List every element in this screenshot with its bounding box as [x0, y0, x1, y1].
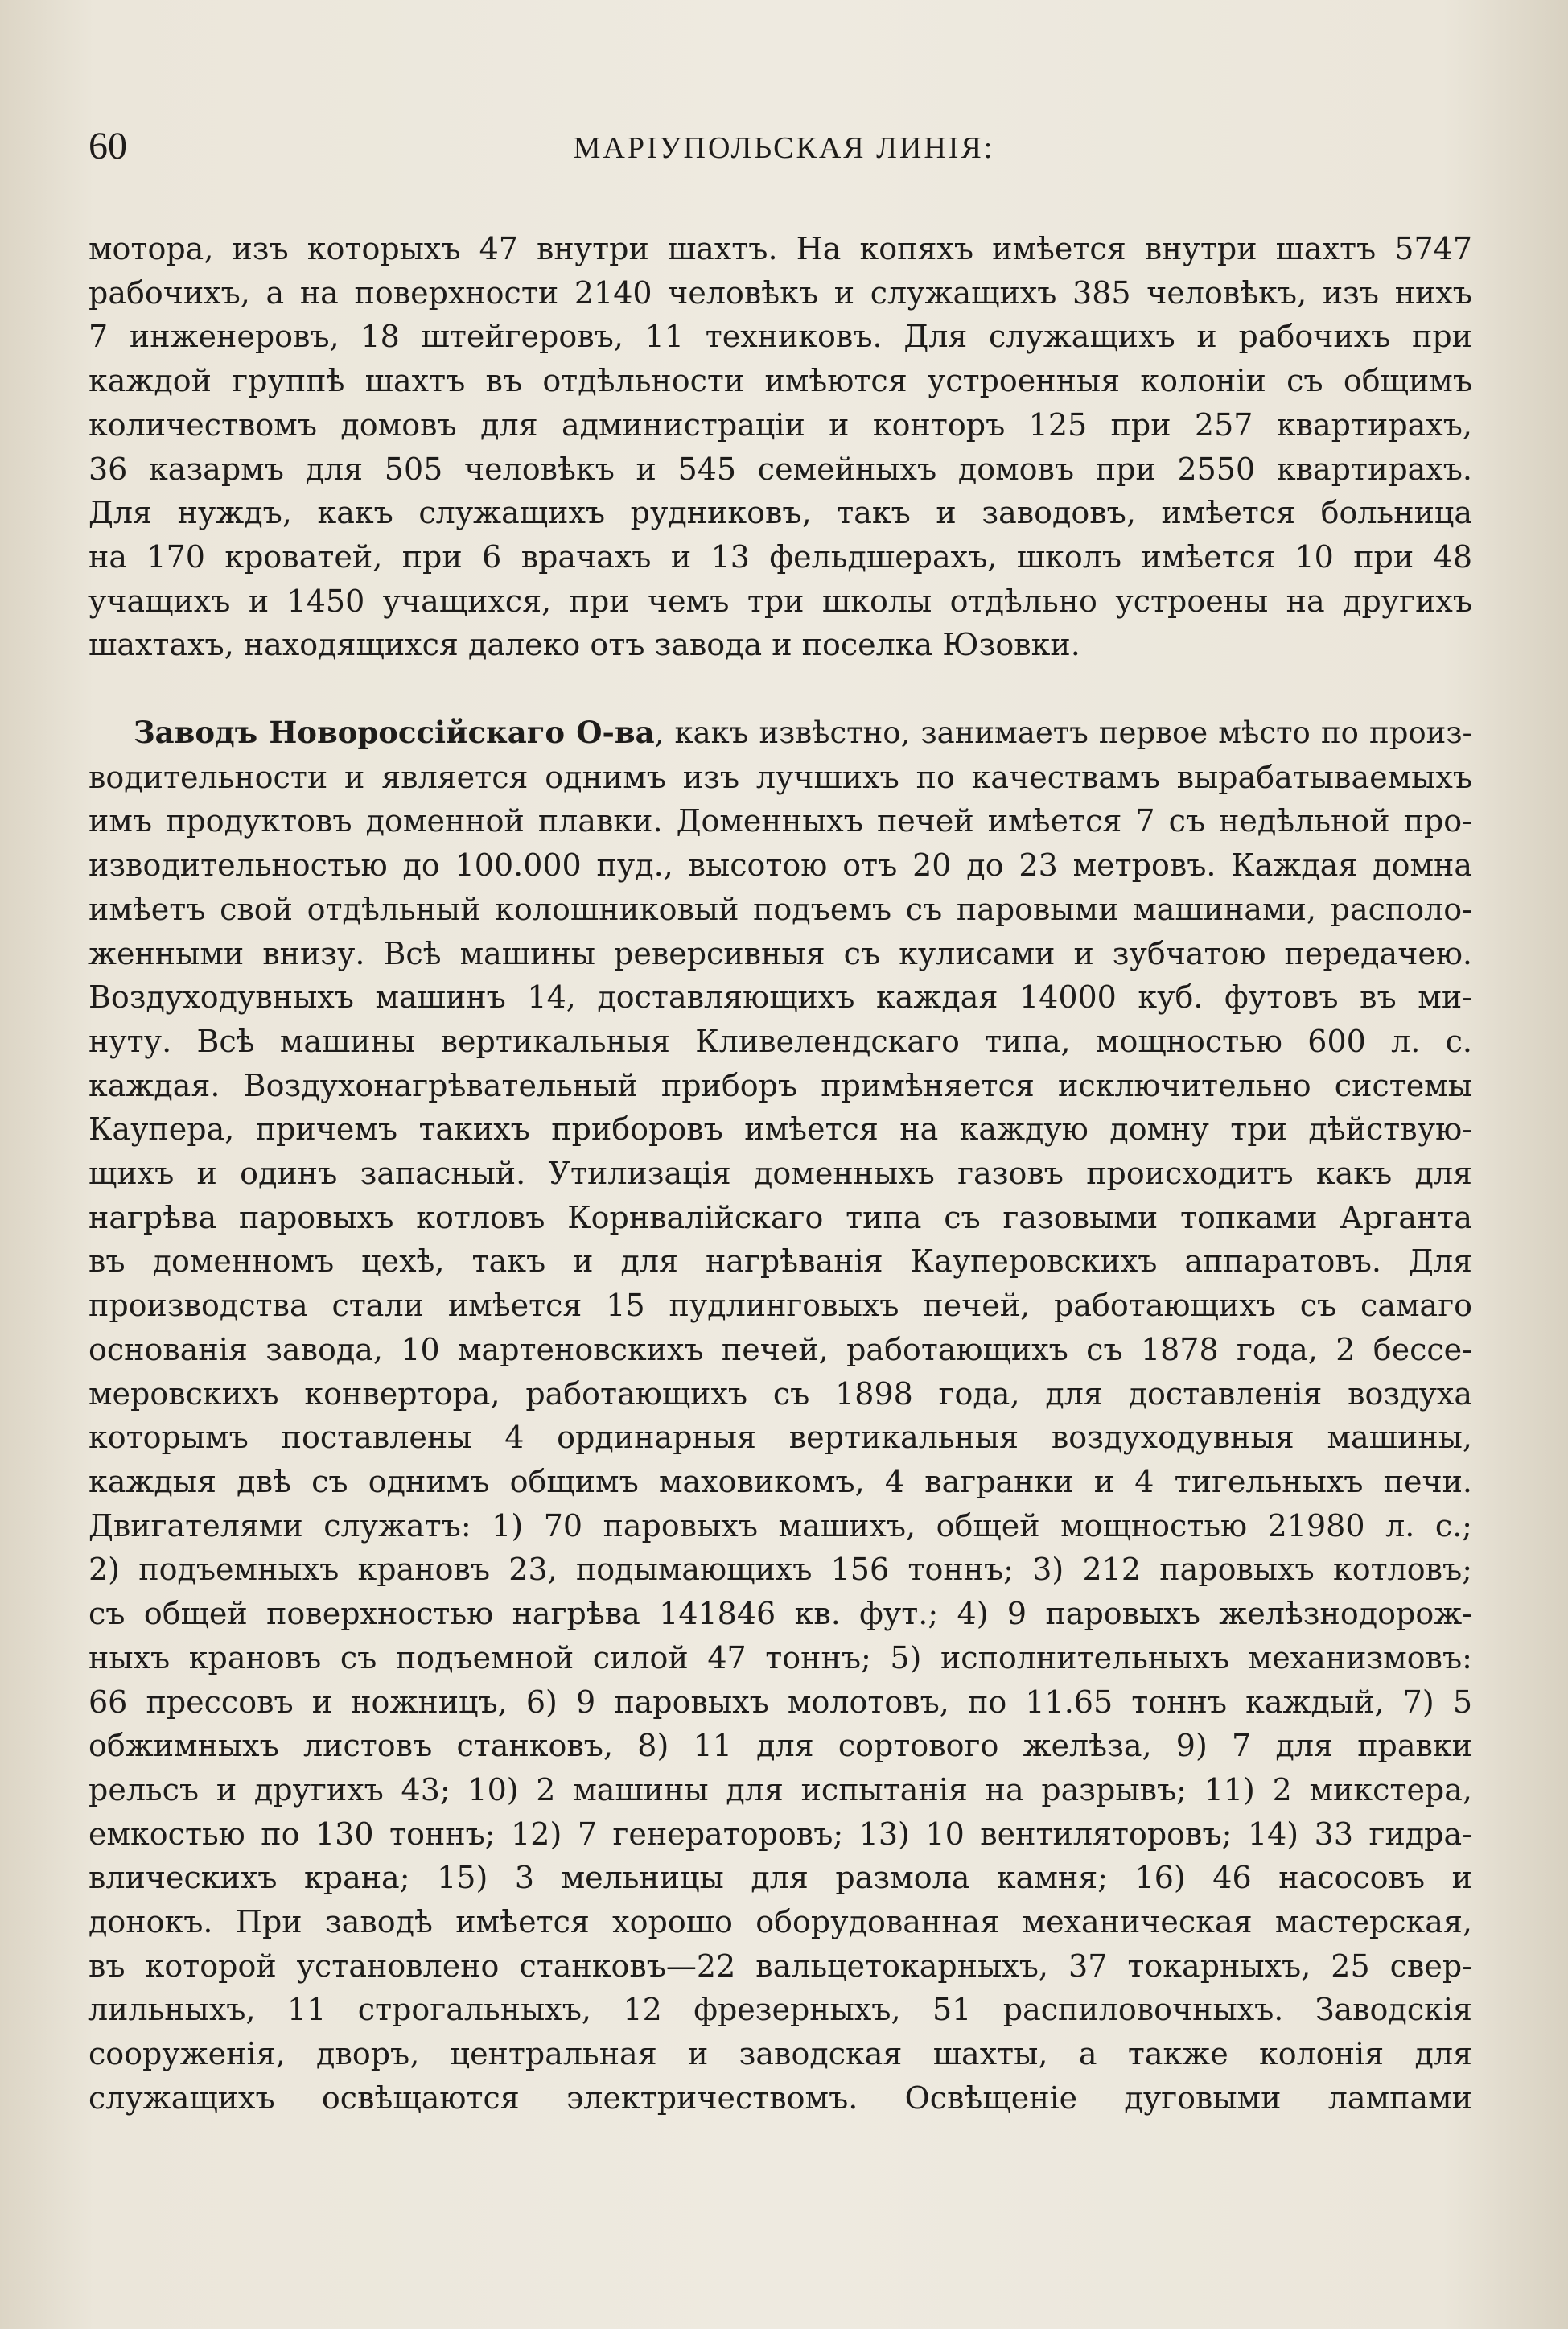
text-line-first [88, 711, 1472, 756]
text-line: имѣетъ свой отдѣльный колошниковый подъемъ съ паровыми машинами, располо- [88, 891, 1472, 927]
text-line: рельсъ и другихъ 43; 10) 2 машины для испытанія на разрывъ; 11) 2 микстера, [88, 1771, 1472, 1808]
text-line: которымъ поставлены 4 ординарныя вертикальныя воздуходувныя машины, [88, 1420, 1472, 1456]
text-line: нагрѣва паровыхъ котловъ Корнвалійскаго типа съ газовыми топками Арганта [88, 1199, 1472, 1235]
text-line: имъ продуктовъ доменной плавки. Доменныхъ печей имѣется 7 съ недѣльной про- [88, 803, 1472, 839]
running-title: МАРІУПОЛЬСКАЯ ЛИНІЯ: [573, 131, 995, 165]
text-line: влическихъ крана; 15) 3 мельницы для размола камня; 16) 46 насосовъ и [88, 1860, 1472, 1896]
body-text [88, 227, 1472, 2121]
text-line: мотора, изъ которыхъ 47 внутри шахтъ. На копяхъ имѣется внутри шахтъ 5747 [88, 231, 1472, 266]
text-line: въ доменномъ цехѣ, такъ и для нагрѣванія Кауперовскихъ аппаратовъ. Для [88, 1243, 1472, 1280]
text-line: служащихъ освѣщаются электричествомъ. Освѣщеніе дуговыми лампами [88, 2080, 1472, 2116]
text-line: каждая. Воздухонагрѣвательный приборъ примѣняется исключительно системы [88, 1067, 1472, 1103]
text-line: водительности и является однимъ изъ лучшихъ по качествамъ вырабатываемыхъ [88, 759, 1472, 795]
lead-heading: Заводъ Новороссійскаго О-ва [134, 715, 655, 751]
page-header [0, 122, 1568, 171]
text-line: каждой группѣ шахтъ въ отдѣльности имѣются устроенныя колоніи съ общимъ [88, 363, 1472, 399]
text-line: сооруженія, дворъ, центральная и заводская шахты, а также колонія для [88, 2036, 1472, 2072]
text-line: въ которой установлено станковъ—22 вальцетокарныхъ, 37 токарныхъ, 25 свер- [88, 1948, 1472, 1984]
text-line: лильныхъ, 11 строгальныхъ, 12 фрезерныхъ, 51 распиловочныхъ. Заводскія [88, 1992, 1472, 2028]
paragraph-mines [88, 227, 1472, 667]
text-line: каждыя двѣ съ однимъ общимъ маховикомъ, 4 вагранки и 4 тигельныхъ печи. [88, 1463, 1472, 1499]
text-line: на 170 кроватей, при 6 врачахъ и 13 фельдшерахъ, школъ имѣется 10 при 48 [88, 538, 1472, 575]
text-line-rest: , какъ извѣстно, занимаетъ первое мѣсто по произ- [654, 715, 1472, 751]
text-line: 2) подъемныхъ крановъ 23, подымающихъ 156 тоннъ; 3) 212 паровыхъ котловъ; [88, 1552, 1472, 1588]
text-line: количествомъ домовъ для администраціи и конторъ 125 при 257 квартирахъ, [88, 406, 1472, 443]
text-line: основанія завода, 10 мартеновскихъ печей, работающихъ съ 1878 года, 2 бессе- [88, 1331, 1472, 1367]
text-line: 7 инженеровъ, 18 штейгеровъ, 11 техниковъ. Для служащихъ и рабочихъ при [88, 319, 1472, 355]
text-line: Каупера, причемъ такихъ приборовъ имѣется на каждую домну три дѣйствую- [88, 1111, 1472, 1148]
text-line: производства стали имѣется 15 пудлинговыхъ печей, работающихъ съ самаго [88, 1288, 1472, 1324]
text-line: съ общей поверхностью нагрѣва 141846 кв. фут.; 4) 9 паровыхъ желѣзнодорож- [88, 1596, 1472, 1632]
paragraph-gap [88, 667, 1472, 711]
text-line: Для нуждъ, какъ служащихъ рудниковъ, такъ и заводовъ, имѣется больница [88, 495, 1472, 531]
text-line: 36 казармъ для 505 человѣкъ и 545 семейныхъ домовъ при 2550 квартирахъ. [88, 451, 1472, 487]
text-line: меровскихъ конвертора, работающихъ съ 1898 года, для доставленія воздуха [88, 1375, 1472, 1412]
text-line: 66 прессовъ и ножницъ, 6) 9 паровыхъ молотовъ, по 11.65 тоннъ каждый, 7) 5 [88, 1684, 1472, 1720]
text-line: рабочихъ, а на поверхности 2140 человѣкъ и служащихъ 385 человѣкъ, изъ нихъ [88, 274, 1472, 311]
text-line: изводительностью до 100.000 пуд., высотою отъ 20 до 23 метровъ. Каждая домна [88, 847, 1472, 884]
text-line: ныхъ крановъ съ подъемной силой 47 тоннъ; 5) исполнительныхъ механизмовъ: [88, 1639, 1472, 1676]
text-line: шахтахъ, находящихся далеко отъ завода и поселка Юзовки. [88, 627, 1080, 663]
text-line: Воздуходувныхъ машинъ 14, доставляющихъ каждая 14000 куб. футовъ въ ми- [88, 979, 1472, 1016]
text-line: Двигателями служатъ: 1) 70 паровыхъ машихъ, общей мощностью 21980 л. с.; [88, 1507, 1472, 1544]
text-line: обжимныхъ листовъ станковъ, 8) 11 для сортового желѣза, 9) 7 для правки [88, 1728, 1472, 1764]
paragraph-factory [88, 711, 1472, 2121]
page-number: 60 [88, 125, 127, 167]
text-line: женными внизу. Всѣ машины реверсивныя съ кулисами и зубчатою передачею. [88, 935, 1472, 971]
text-line: емкостью по 130 тоннъ; 12) 7 генераторовъ; 13) 10 вентиляторовъ; 14) 33 гидра- [88, 1816, 1472, 1852]
text-line: нуту. Всѣ машины вертикальныя Кливелендскаго типа, мощностью 600 л. с. [88, 1023, 1472, 1059]
text-line: учащихъ и 1450 учащихся, при чемъ три школы отдѣльно устроены на другихъ [88, 583, 1472, 619]
text-line: донокъ. При заводѣ имѣется хорошо оборудованная механическая мастерская, [88, 1904, 1472, 1940]
text-line: щихъ и одинъ запасный. Утилизація доменныхъ газовъ происходитъ какъ для [88, 1156, 1472, 1192]
